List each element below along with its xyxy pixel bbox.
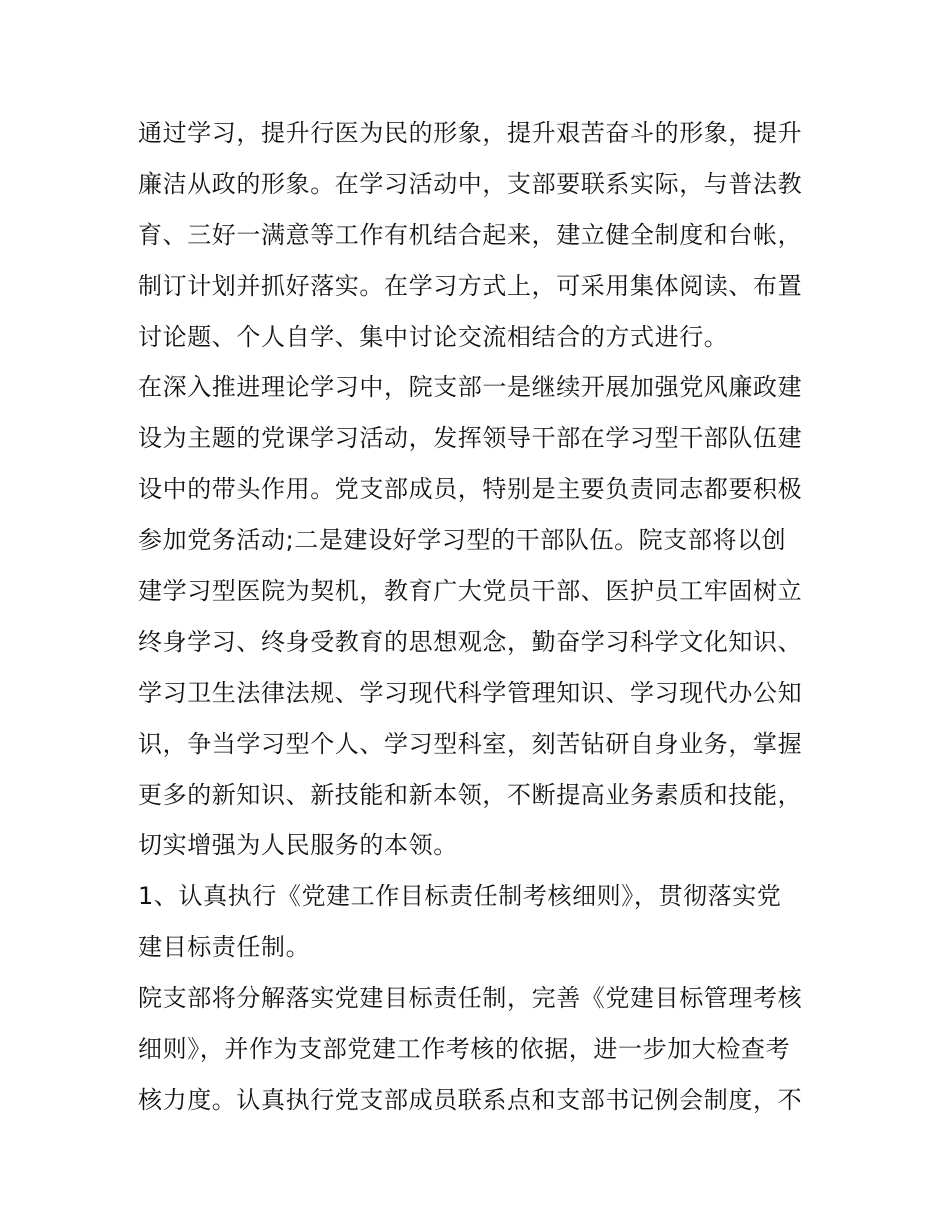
text-line-16: 1、认真执行《党建工作目标责任制考核细则》，贯彻落实党 <box>138 882 782 911</box>
text-line-5: 讨论题、个人自学、集中讨论交流相结合的方式进行。 <box>138 322 729 351</box>
text-line-3: 育、三好一满意等工作有机结合起来，建立健全制度和台帐， <box>138 220 803 249</box>
text-line-2: 廉洁从政的形象。在学习活动中，支部要联系实际，与普法教 <box>138 169 803 198</box>
text-line-6: 在深入推进理论学习中，院支部一是继续开展加强党风廉政建 <box>138 373 803 402</box>
text-line-11: 终身学习、终身受教育的思想观念，勤奋学习科学文化知识、 <box>138 627 803 656</box>
text-line-14: 更多的新知识、新技能和新本领，不断提高业务素质和技能， <box>138 780 803 809</box>
text-line-19: 细则》，并作为支部党建工作考核的依据，进一步加大检查考 <box>138 1035 791 1064</box>
text-line-8: 设中的带头作用。党支部成员，特别是主要负责同志都要积极 <box>138 475 803 504</box>
text-line-4: 制订计划并抓好落实。在学习方式上，可采用集体阅读、布置 <box>138 271 803 300</box>
text-line-12: 学习卫生法律法规、学习现代科学管理知识、学习现代办公知 <box>138 678 803 707</box>
text-line-18: 院支部将分解落实党建目标责任制，完善《党建目标管理考核 <box>138 984 803 1013</box>
text-line-1: 通过学习，提升行医为民的形象，提升艰苦奋斗的形象，提升 <box>138 119 803 147</box>
text-line-15: 切实增强为人民服务的本领。 <box>138 831 458 860</box>
document-body-text <box>138 108 818 1126</box>
text-line-13: 识，争当学习型个人、学习型科室，刻苦钻研自身业务，掌握 <box>138 729 803 758</box>
text-line-7: 设为主题的党课学习活动，发挥领导干部在学习型干部队伍建 <box>138 424 803 453</box>
text-line-9: 参加党务活动;二是建设好学习型的干部队伍。院支部将以创 <box>138 526 787 555</box>
text-line-10: 建学习型医院为契机，教育广大党员干部、医护员工牢固树立 <box>138 577 803 606</box>
text-line-17: 建目标责任制。 <box>138 933 311 962</box>
text-line-20: 核力度。认真执行党支部成员联系点和支部书记例会制度，不 <box>138 1085 803 1114</box>
